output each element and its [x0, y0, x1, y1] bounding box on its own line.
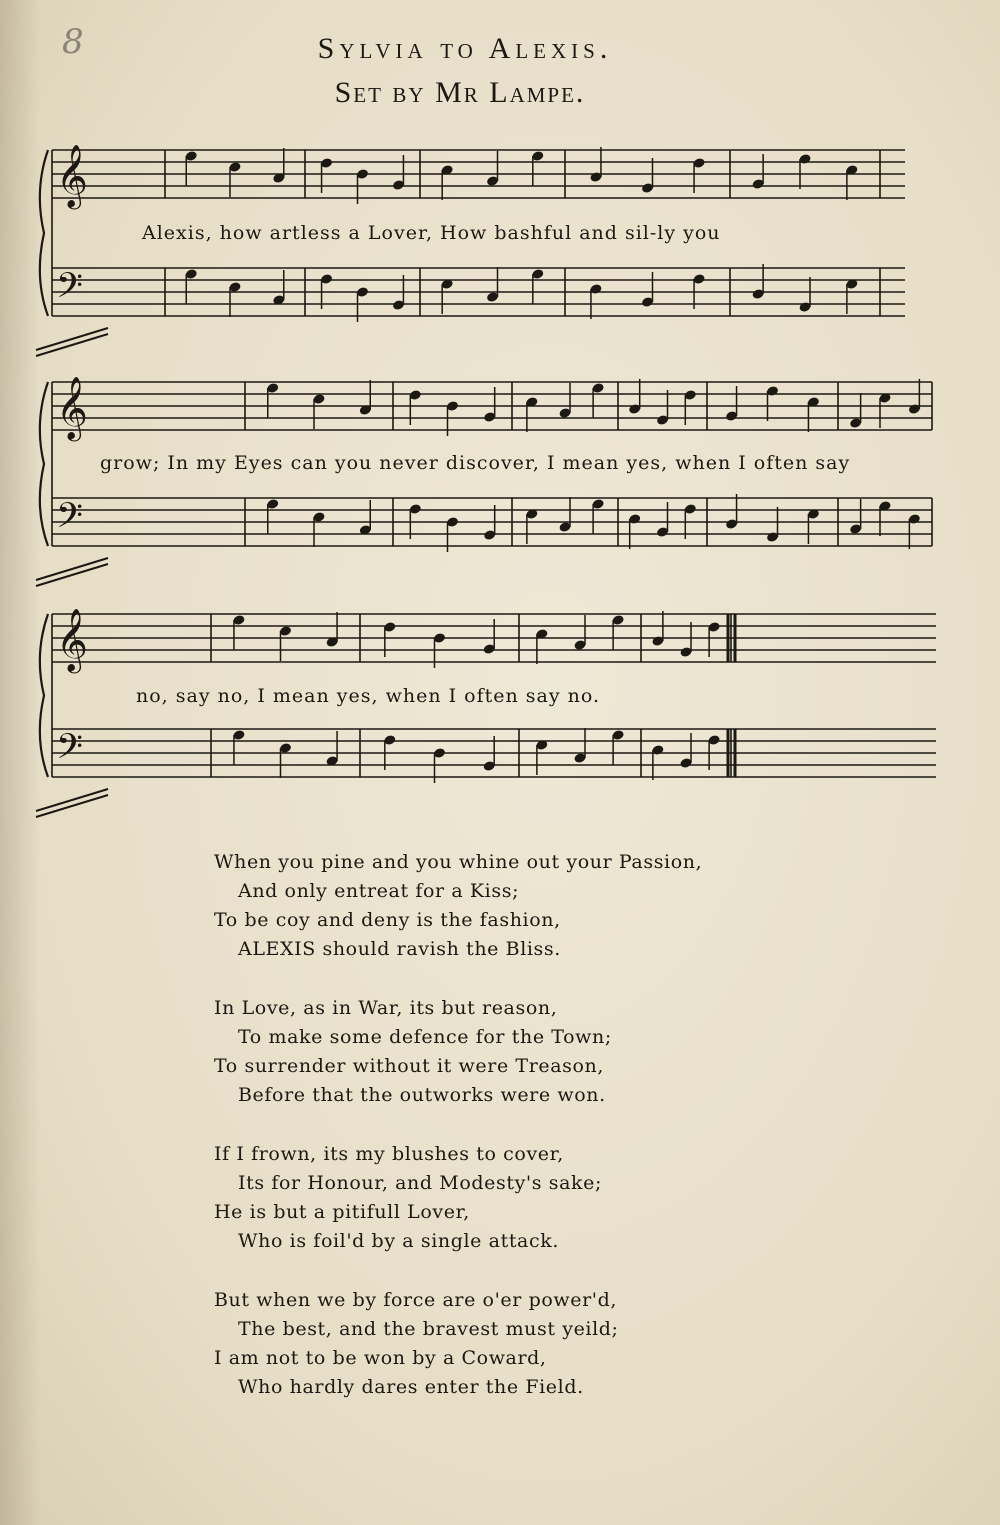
stanza	[214, 994, 934, 1110]
system-separator	[36, 334, 108, 356]
treble-clef-icon: 𝄞	[56, 144, 88, 207]
bass-clef-icon: 𝄢	[56, 495, 84, 544]
verse-line: The best, and the bravest must yeild;	[238, 1318, 619, 1340]
lyric-line: Alexis, how artless a Lover, How bashful and sil-ly you	[142, 222, 721, 244]
stanza	[214, 848, 934, 964]
bass-clef-icon: 𝄢	[56, 265, 84, 314]
lyric-line: grow; In my Eyes can you never discover, I mean yes, when I often say	[100, 452, 851, 474]
stanza	[214, 1140, 934, 1256]
verse-line: If I frown, its my blushes to cover,	[214, 1143, 564, 1165]
verse-line: Its for Honour, and Modesty's sake;	[238, 1172, 602, 1194]
system-brace	[40, 614, 48, 777]
verse-line: But when we by force are o'er power'd,	[214, 1289, 617, 1311]
verse-line: ALEXIS should ravish the Bliss.	[238, 938, 561, 960]
system-separator	[36, 328, 108, 350]
verse-line: Who is foil'd by a single attack.	[238, 1230, 559, 1252]
verse-line: I am not to be won by a Coward,	[214, 1347, 547, 1369]
verse-line: Who hardly dares enter the Field.	[238, 1376, 584, 1398]
system-brace	[40, 382, 48, 546]
verse-line: When you pine and you whine out your Passion,	[214, 851, 703, 873]
verse-line: And only entreat for a Kiss;	[238, 880, 520, 902]
system-separator	[36, 564, 108, 586]
verse-line: He is but a pitifull Lover,	[214, 1201, 470, 1223]
page-number: 8	[62, 22, 84, 62]
verse-line: Before that the outworks were won.	[238, 1084, 606, 1106]
score-systems	[36, 144, 936, 817]
treble-clef-icon: 𝄞	[56, 376, 88, 439]
verse-line: To be coy and deny is the fashion,	[214, 909, 561, 931]
treble-clef-icon: 𝄞	[56, 608, 88, 671]
verse-line: To make some defence for the Town;	[238, 1026, 612, 1048]
bass-clef-icon: 𝄢	[56, 726, 84, 775]
verse-line: In Love, as in War, its but reason,	[214, 997, 558, 1019]
poem-verses	[214, 848, 934, 1432]
lyric-line: no, say no, I mean yes, when I often say no.	[136, 685, 601, 707]
composer-credit: Set by Mr Lampe.	[334, 76, 586, 109]
system-separator	[36, 789, 108, 811]
system-separator	[36, 558, 108, 580]
song-title: Sylvia to Alexis.	[317, 32, 613, 65]
verse-line: To surrender without it were Treason,	[214, 1055, 605, 1077]
system-separator	[36, 795, 108, 817]
stanza	[214, 1286, 934, 1402]
system-brace	[40, 150, 48, 316]
